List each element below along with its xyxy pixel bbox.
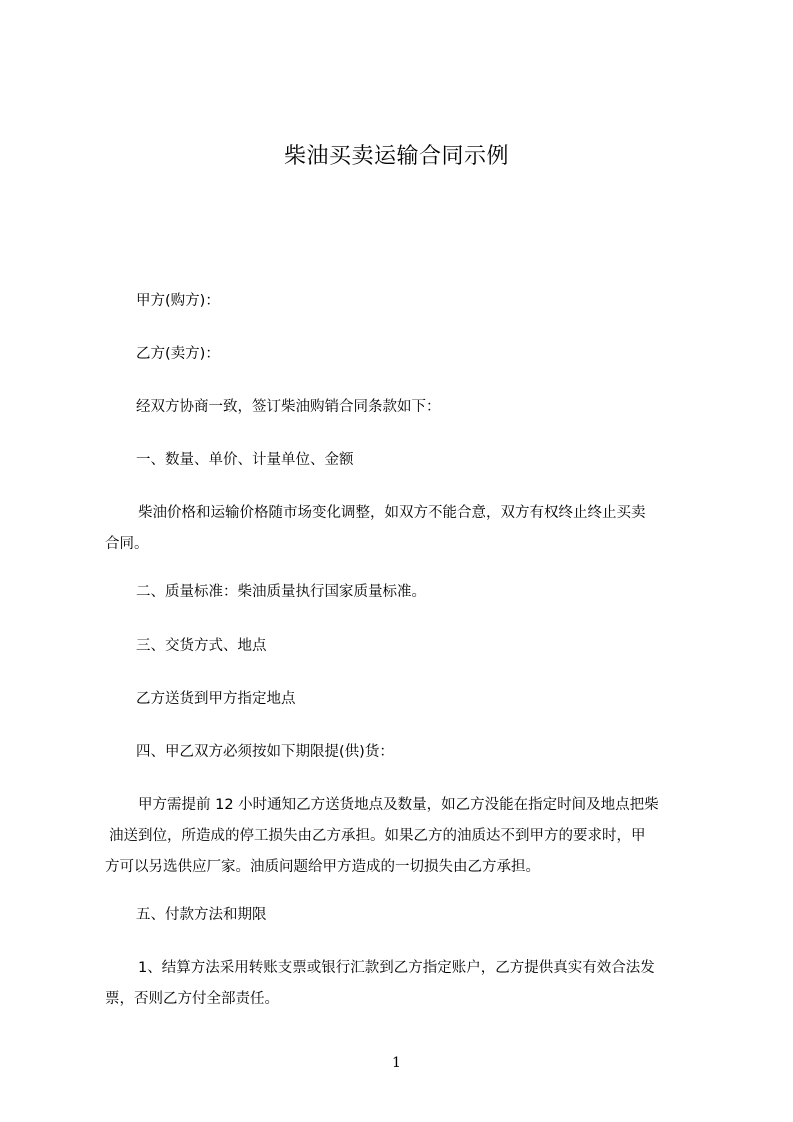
section-1-body-line: 柴油价格和运输价格随市场变化调整，如双方不能合意，双方有权终止终止买卖 xyxy=(138,505,646,521)
party-b-line: 乙方(卖方)： xyxy=(136,346,220,362)
section-4-heading: 四、甲乙双方必须按如下期限提(供)货： xyxy=(136,744,394,760)
section-1-heading: 一、数量、单价、计量单位、金额 xyxy=(136,452,354,468)
section-4-body-line: 甲方需提前 12 小时通知乙方送货地点及数量，如乙方没能在指定时间及地点把柴 xyxy=(138,797,659,813)
section-3-heading: 三、交货方式、地点 xyxy=(136,638,267,654)
intro-paragraph: 经双方协商一致，签订柴油购销合同条款如下： xyxy=(136,399,441,415)
document-title: 柴油买卖运输合同示例 xyxy=(283,144,509,169)
section-5-heading: 五、付款方法和期限 xyxy=(136,907,267,923)
section-2-paragraph: 二、质量标准：柴油质量执行国家质量标准。 xyxy=(136,584,426,600)
party-a-line: 甲方(购方)： xyxy=(136,293,220,309)
section-5-item-1-line: 1、结算方法采用转账支票或银行汇款到乙方指定账户，乙方提供真实有效合法发 xyxy=(138,960,655,976)
section-4-body-line: 油送到位，所造成的停工损失由乙方承担。如果乙方的油质达不到甲方的要求时，甲 xyxy=(109,828,646,844)
section-4-body-line: 方可以另选供应厂家。油质问题给甲方造成的一切损失由乙方承担。 xyxy=(105,859,540,875)
page-number: 1 xyxy=(392,1055,401,1071)
section-3-body: 乙方送货到甲方指定地点 xyxy=(136,691,296,707)
section-1-body-line: 合同。 xyxy=(105,536,149,552)
section-5-item-1-line: 票，否则乙方付全部责任。 xyxy=(105,991,279,1007)
